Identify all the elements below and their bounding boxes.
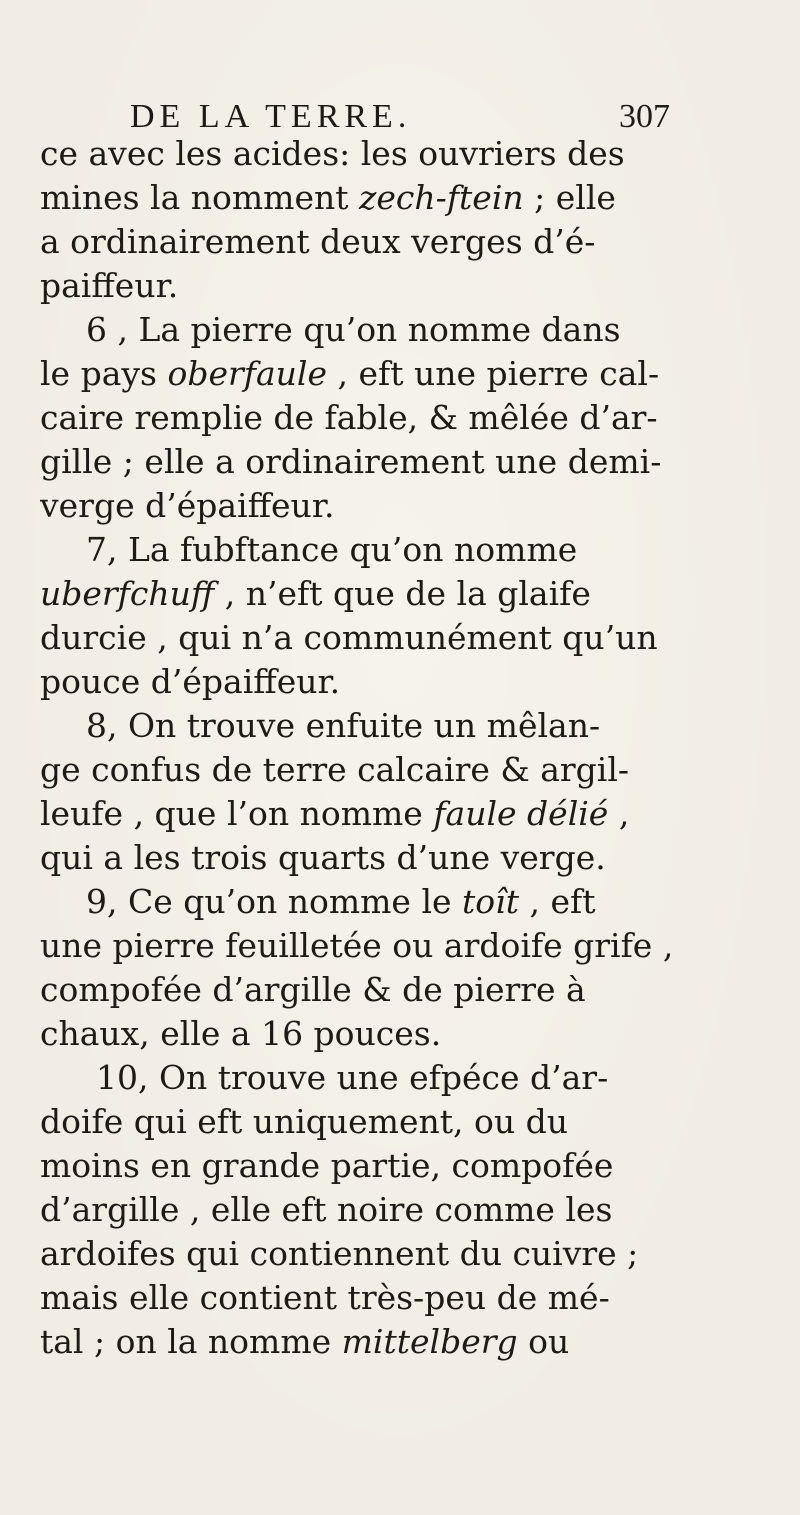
body-text [40, 132, 780, 1364]
running-head: DE LA TERRE. [130, 98, 412, 135]
paragraph-start-8: 8, On trouve enfuite un mêlan- [86, 706, 601, 745]
text-line: chaux, elle a 16 pouces. [40, 1014, 442, 1053]
text-line: caire remplie de fable, & mêlée d’ar- [40, 398, 658, 437]
paragraph-start-9: 9, Ce qu’on nomme le toît , eft [86, 882, 596, 921]
text-line: qui a les trois quarts d’une verge. [40, 838, 606, 877]
text-line: pouce d’épaiffeur. [40, 662, 341, 701]
text-line: verge d’épaiffeur. [40, 486, 335, 525]
text-line: compofée d’argille & de pierre à [40, 970, 586, 1009]
text-line: le pays oberfaule , eft une pierre cal- [40, 354, 660, 393]
paragraph-start-6: 6 , La pierre qu’on nomme dans [86, 310, 621, 349]
text-line: moins en grande partie, compofée [40, 1146, 614, 1185]
paragraph-start-10: 10, On trouve une efpéce d’ar- [96, 1058, 609, 1097]
text-line: mais elle contient très-peu de mé- [40, 1278, 610, 1317]
text-line: paiffeur. [40, 266, 179, 305]
text-line: tal ; on la nomme mittelberg ou [40, 1322, 570, 1361]
text-line: gille ; elle a ordinairement une demi- [40, 442, 662, 481]
text-line: uberfchuff , n’eft que de la glaife [40, 574, 591, 613]
text-line: ardoifes qui contiennent du cuivre ; [40, 1234, 639, 1273]
text-line: a ordinairement deux verges d’é- [40, 222, 596, 261]
italic-term: mittelberg [341, 1322, 518, 1361]
italic-term: toît [462, 882, 519, 921]
text-line: doife qui eft uniquement, ou du [40, 1102, 568, 1141]
italic-term: faule délié [433, 794, 609, 833]
italic-term: uberfchuff [40, 574, 215, 613]
paragraph-start-7: 7, La fubftance qu’on nomme [86, 530, 578, 569]
italic-term: oberfaule [167, 354, 327, 393]
text-line: ce avec les acides: les ouvriers des [40, 134, 625, 173]
text-line: ge confus de terre calcaire & argil- [40, 750, 630, 789]
page-number: 307 [619, 98, 670, 135]
italic-term: zech-ftein [359, 178, 524, 217]
text-line: durcie , qui n’a communément qu’un [40, 618, 658, 657]
text-line: leufe , que l’on nomme faule délié , [40, 794, 630, 833]
text-line: une pierre feuilletée ou ardoife grife , [40, 926, 674, 965]
text-line: d’argille , elle eft noire comme les [40, 1190, 613, 1229]
text-line: mines la nomment zech-ftein ; elle [40, 178, 616, 217]
